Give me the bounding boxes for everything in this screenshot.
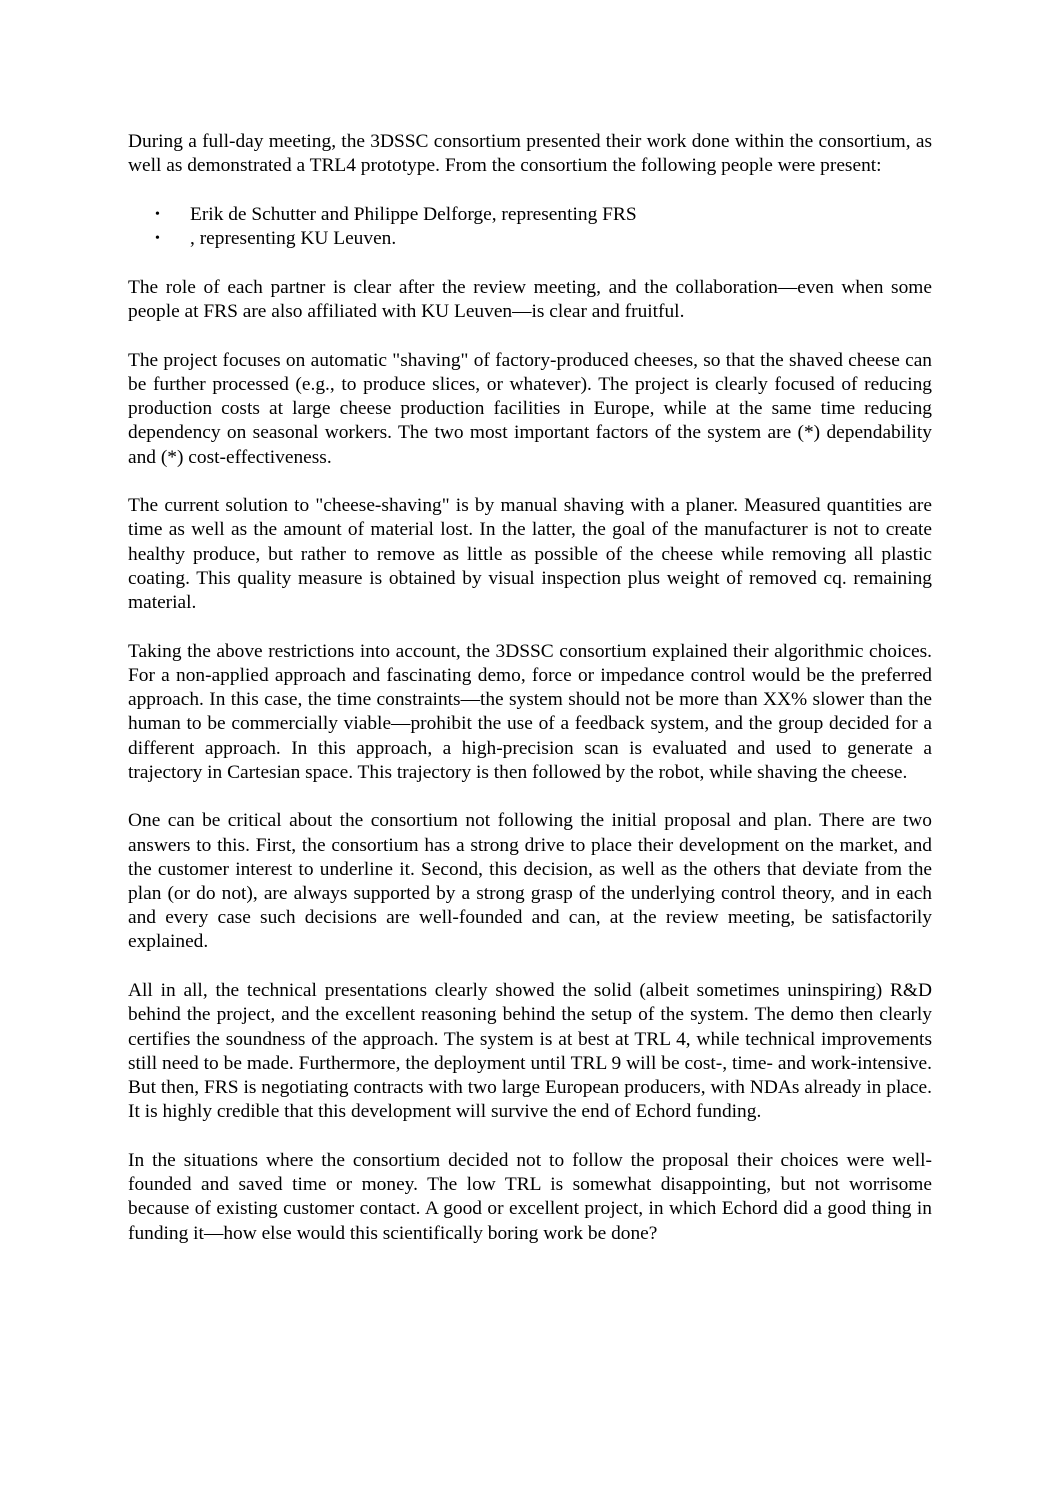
paragraph-algorithmic-choices: Taking the above restrictions into account, the 3DSSC consortium explained their algorithmic choices. For a non-applied approach and fascinating demo, force or impedance control would be the preferred approach. In this case, the time constraints—the system should not be more than XX% slower than the human to be commercially viable—prohibit the use of a feedback system, and the group decided for a different approach. In this approach, a high-precision scan is evaluated and used to generate a trajectory in Cartesian space. This trajectory is then followed by the robot, while shaving the cheese. [128,640,932,783]
paragraph-project-focus: The project focuses on automatic "shaving" of factory-produced cheeses, so that the shaved cheese can be further processed (e.g., to produce slices, or whatever). The project is clearly focused of reducing production costs at large cheese production facilities in Europe, while at the same time reducing dependency on seasonal workers. The two most important factors of the system are (*) dependability and (*) cost-effectiveness. [128,349,932,468]
paragraph-current-solution: The current solution to "cheese-shaving" is by manual shaving with a planer. Measured quantities are time as well as the amount of material lost. In the latter, the goal of the manufacturer is not to create healthy produce, but rather to remove as little as possible of the cheese while removing all plastic coating. This quality measure is obtained by visual inspection plus weight of removed cq. remaining material. [128,495,932,614]
document-page [128,130,932,1270]
intro-paragraph: During a full-day meeting, the 3DSSC consortium presented their work done within the consortium, as well as demonstrated a TRL4 prototype. From the consortium the following people were present: [128,131,932,177]
paragraph-summary: All in all, the technical presentations clearly showed the solid (albeit sometimes uninspiring) R&D behind the project, and the excellent reasoning behind the setup of the system. The demo then clearly certifies the soundness of the approach. The system is at best at TRL 4, while technical improvements still need to be made. Furthermore, the deployment until TRL 9 will be cost-, time- and work-intensive. But then, FRS is negotiating contracts with two large European producers, with NDAs already in place. It is highly credible that this development will survive the end of Echord funding. [128,980,932,1123]
attendee-ku-leuven: , representing KU Leuven. [190,228,397,250]
bullet-icon: • [155,206,160,222]
paragraph-conclusion: In the situations where the consortium decided not to follow the proposal their choices were well-founded and saved time or money. The low TRL is somewhat disappointing, but not worrisome because of existing customer contact. A good or excellent project, in which Echord did a good thing in funding it—how else would this scientifically boring work be done? [128,1149,932,1244]
attendee-list [128,203,932,251]
paragraph-partner-roles: The role of each partner is clear after the review meeting, and the collaboration—even when some people at FRS are also affiliated with KU Leuven—is clear and fruitful. [128,276,932,323]
list-item [128,227,932,251]
list-item [128,203,932,227]
attendee-frs: Erik de Schutter and Philippe Delforge, representing FRS [190,203,637,225]
paragraph-critique: One can be critical about the consortium not following the initial proposal and plan. There are two answers to this. First, the consortium has a strong drive to place their development on the market, and the customer interest to underline it. Second, this decision, as well as the others that deviate from the plan (or do not), are always supported by a strong grasp of the underlying control theory, and in each and every case such decisions are well-founded and can, at the review meeting, be satisfactorily explained. [128,810,932,953]
bullet-icon: • [155,231,160,247]
